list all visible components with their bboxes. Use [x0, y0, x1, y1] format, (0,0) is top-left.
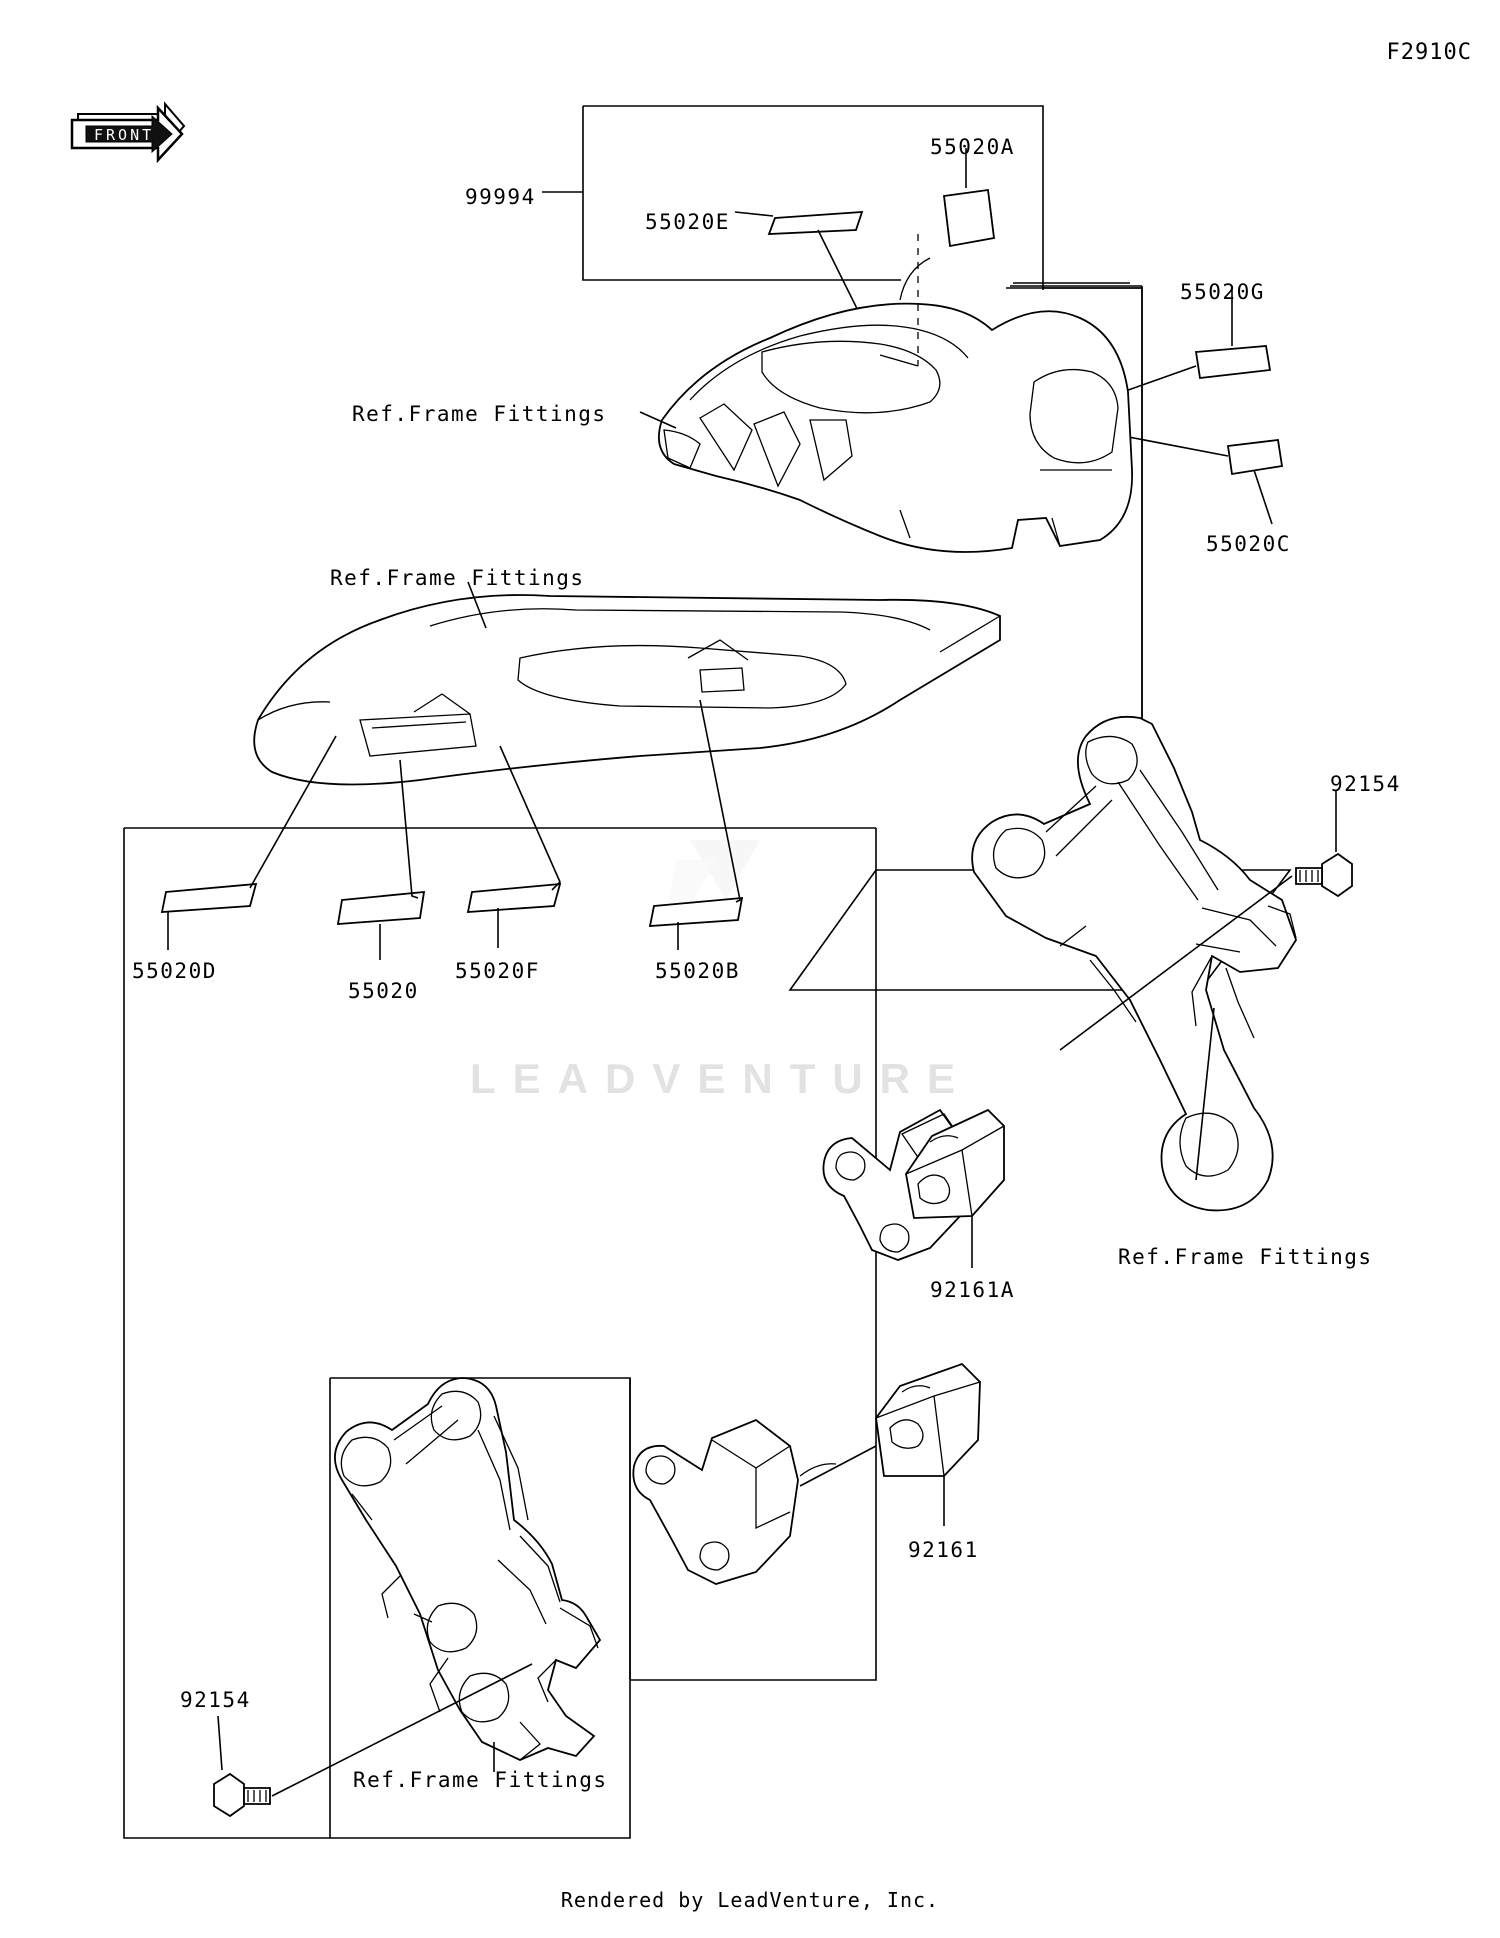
part-label-55020: 55020 [348, 979, 419, 1003]
part-label-99994: 99994 [465, 185, 536, 209]
part-label-55020B: 55020B [655, 959, 740, 983]
part-label-55020A: 55020A [930, 135, 1015, 159]
part-label-92161A: 92161A [930, 1278, 1015, 1302]
diagram-code: F2910C [1386, 40, 1472, 65]
footer-credit: Rendered by LeadVenture, Inc. [560, 1888, 940, 1912]
ref-frame-fittings-middle: Ref.Frame Fittings [330, 566, 585, 590]
ref-frame-fittings-right: Ref.Frame Fittings [1118, 1245, 1373, 1269]
part-label-55020E: 55020E [645, 210, 730, 234]
ref-frame-fittings-lower: Ref.Frame Fittings [353, 1768, 608, 1792]
svg-text:FRONT: FRONT [94, 126, 155, 144]
part-label-92154-lower: 92154 [180, 1688, 251, 1712]
watermark-text: LEADVENTURE [470, 1055, 973, 1102]
part-label-55020D: 55020D [132, 959, 217, 983]
part-label-92161: 92161 [908, 1538, 979, 1562]
part-label-92154-upper: 92154 [1330, 772, 1401, 796]
ref-frame-fittings-upper: Ref.Frame Fittings [352, 402, 607, 426]
part-label-55020F: 55020F [455, 959, 540, 983]
part-label-55020C: 55020C [1206, 532, 1291, 556]
front-direction-badge [70, 100, 188, 186]
part-label-55020G: 55020G [1180, 280, 1265, 304]
